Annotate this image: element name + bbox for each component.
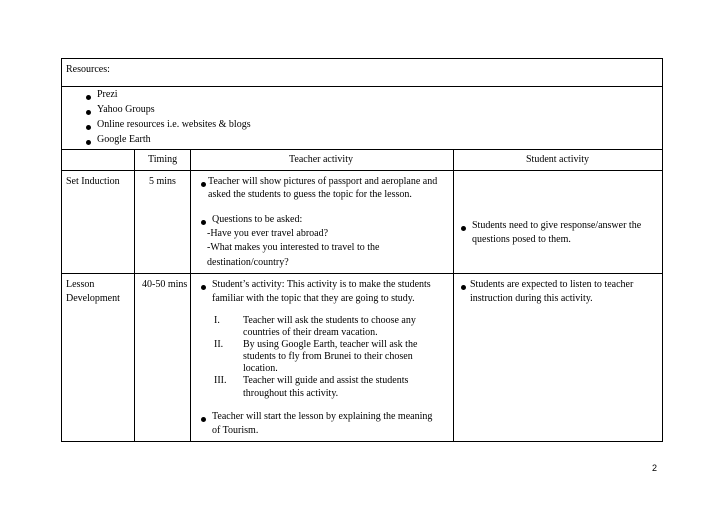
resource-item: Online resources i.e. websites & blogs bbox=[97, 119, 251, 130]
timing-set-induction: 5 mins bbox=[149, 176, 176, 187]
teacher-activity-text: asked the students to guess the topic for the lesson. bbox=[208, 189, 412, 200]
stage-lesson-development: Development bbox=[66, 293, 120, 304]
step-number: I. bbox=[214, 315, 220, 326]
step-number: II. bbox=[214, 339, 224, 350]
teacher-activity-text: Teacher will show pictures of passport and aeroplane and bbox=[208, 176, 438, 187]
teacher-activity-text: Questions to be asked: bbox=[212, 214, 303, 225]
table-divider bbox=[61, 273, 663, 274]
bullet-icon bbox=[201, 182, 206, 187]
resource-item: Yahoo Groups bbox=[97, 104, 155, 115]
student-activity-text: instruction during this activity. bbox=[470, 293, 593, 304]
student-activity-text: Students need to give response/answer the bbox=[472, 220, 642, 231]
step-number: III. bbox=[214, 375, 227, 386]
bullet-icon bbox=[201, 285, 206, 290]
step-text: throughout this activity. bbox=[243, 388, 339, 399]
column-divider bbox=[453, 149, 454, 442]
column-divider bbox=[134, 149, 135, 442]
column-divider bbox=[190, 149, 191, 442]
step-text: Teacher will ask the students to choose any bbox=[243, 315, 416, 326]
teacher-activity-text: destination/country? bbox=[207, 257, 289, 268]
teacher-activity-text: -What makes you interested to travel to the bbox=[207, 242, 380, 253]
header-timing: Timing bbox=[148, 154, 178, 165]
bullet-icon bbox=[86, 125, 91, 130]
step-text: Teacher will guide and assist the students bbox=[243, 375, 409, 386]
page-number: 2 bbox=[652, 463, 658, 473]
timing-lesson-development: 40-50 mins bbox=[142, 279, 188, 290]
step-text: location. bbox=[243, 363, 278, 374]
student-activity-text: Students are expected to listen to teacher bbox=[470, 279, 634, 290]
step-text: By using Google Earth, teacher will ask the bbox=[243, 339, 418, 350]
bullet-icon bbox=[461, 285, 466, 290]
stage-set-induction: Set Induction bbox=[66, 176, 120, 187]
table-divider bbox=[61, 170, 663, 171]
step-text: students to fly from Brunei to their chosen bbox=[243, 351, 413, 362]
resources-label: Resources: bbox=[66, 64, 110, 75]
student-activity-text: questions posed to them. bbox=[472, 234, 571, 245]
bullet-icon bbox=[86, 110, 91, 115]
table-divider bbox=[61, 86, 663, 87]
resource-item: Google Earth bbox=[97, 134, 151, 145]
header-student-activity: Student activity bbox=[526, 154, 590, 165]
bullet-icon bbox=[201, 417, 206, 422]
teacher-activity-text: familiar with the topic that they are going to study. bbox=[212, 293, 415, 304]
bullet-icon bbox=[201, 220, 206, 225]
teacher-activity-text: Student’s activity: This activity is to make the students bbox=[212, 279, 431, 290]
stage-lesson-development: Lesson bbox=[66, 279, 95, 290]
step-text: countries of their dream vacation. bbox=[243, 327, 378, 338]
resource-item: Prezi bbox=[97, 89, 118, 100]
teacher-activity-text: Teacher will start the lesson by explaining the meaning bbox=[212, 411, 433, 422]
header-teacher-activity: Teacher activity bbox=[289, 154, 353, 165]
bullet-icon bbox=[86, 95, 91, 100]
teacher-activity-text: -Have you ever travel abroad? bbox=[207, 228, 329, 239]
bullet-icon bbox=[86, 140, 91, 145]
bullet-icon bbox=[461, 226, 466, 231]
table-divider bbox=[61, 149, 663, 150]
teacher-activity-text: of Tourism. bbox=[212, 425, 259, 436]
